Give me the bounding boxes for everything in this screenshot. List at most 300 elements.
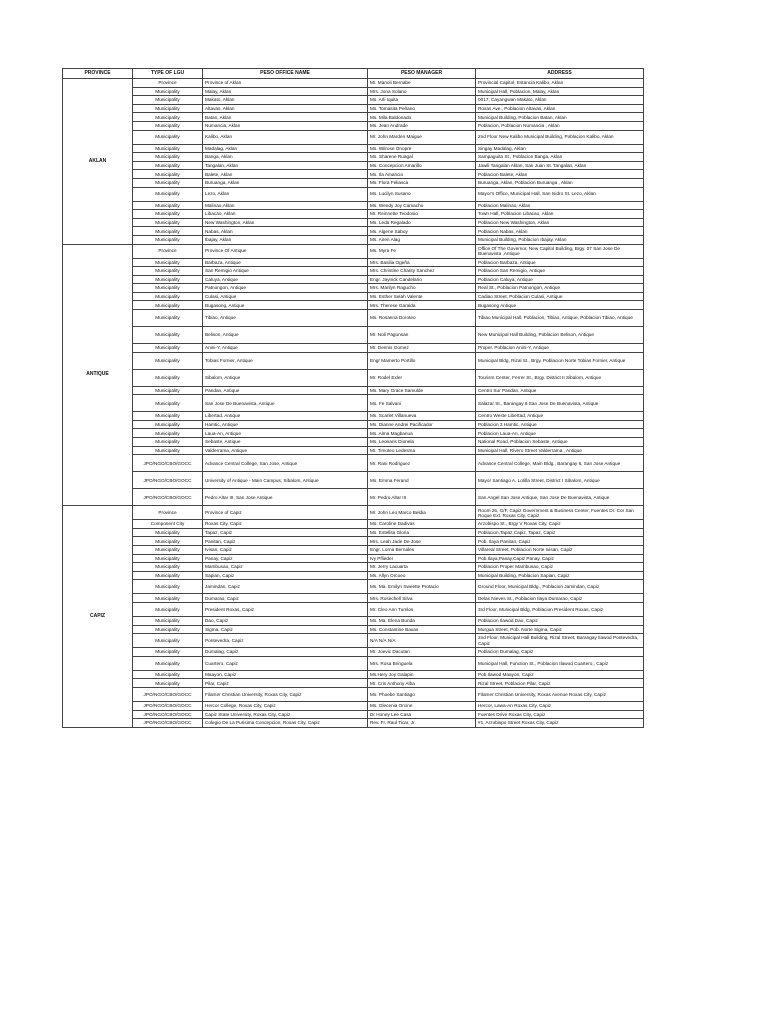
table-row	[63, 420, 644, 429]
address-cell: Poblacion Caluya, Antique	[476, 275, 644, 284]
manager-cell: Engr Mamerto Portillo	[368, 352, 476, 369]
lgu-type-cell: Municipality	[133, 344, 203, 353]
address-cell: National Road, Poblacion Sebaste, Antique	[476, 438, 644, 447]
lgu-type-cell: Province	[133, 506, 203, 520]
address-cell: Cadiao Street, Poblacion Culasi, Antique	[476, 292, 644, 301]
lgu-type-cell: Municipality	[133, 201, 203, 210]
manager-cell: Ms. Leonaris Dionela	[368, 438, 476, 447]
office-name-cell: Malay, Aklan	[203, 87, 368, 96]
office-name-cell: Sigma, Capiz	[203, 625, 368, 634]
lgu-type-cell: Municipality	[133, 121, 203, 130]
manager-cell: Ms. Jean Andrade	[368, 121, 476, 130]
lgu-type-cell: Municipality	[133, 235, 203, 244]
table-row	[63, 634, 644, 648]
address-cell: 2nd Floor, Municipal Hall Building, Rizal Street, Barangay Ilawod Pontevedra, Capiz	[476, 634, 644, 648]
lgu-type-cell: JPO/NGO/CBO/GOCC	[133, 710, 203, 719]
manager-cell: Ms. Allyn Orcoeo	[368, 571, 476, 580]
lgu-type-cell: Municipality	[133, 679, 203, 688]
header-address: ADDRESS	[476, 69, 644, 79]
lgu-type-cell: Municipality	[133, 310, 203, 327]
manager-cell: Engr. Jaynick Candelario	[368, 275, 476, 284]
table-row	[63, 472, 644, 489]
office-name-cell: Colegio De La Purisima Concepcion, Roxas City, Capiz	[203, 719, 368, 728]
table-row	[63, 210, 644, 219]
address-cell: Poblacion Balete, Aklan	[476, 170, 644, 179]
manager-cell: Mr. Pedro Altar III	[368, 489, 476, 506]
lgu-type-cell: Municipality	[133, 648, 203, 657]
address-cell: Advance Central College, Main Bldg., Barangay 6, San Jose Antique	[476, 455, 644, 472]
address-cell: Murgua Street, Pob. Norte Sigma, Capiz	[476, 625, 644, 634]
address-cell: Municipal Hall, Function St., Poblacion Ilawod Cuartero,, Capiz	[476, 656, 644, 670]
lgu-type-cell: Municipality	[133, 537, 203, 546]
lgu-type-cell: Province	[133, 244, 203, 258]
address-cell: Proper, Poblacion Anini-Y, Antique	[476, 344, 644, 353]
lgu-type-cell: Municipality	[133, 616, 203, 625]
lgu-type-cell: Municipality	[133, 187, 203, 201]
office-name-cell: Ibajay, Aklan	[203, 235, 368, 244]
lgu-type-cell: JPO/NGO/CBO/GOCC	[133, 719, 203, 728]
table-row	[63, 546, 644, 555]
table-row	[63, 104, 644, 113]
lgu-type-cell: Municipality	[133, 130, 203, 144]
lgu-type-cell: Municipality	[133, 301, 203, 310]
table-row	[63, 571, 644, 580]
table-row	[63, 395, 644, 412]
manager-cell: Ms. Airen Alag	[368, 235, 476, 244]
manager-cell: Ms. Tomasita Peñano	[368, 104, 476, 113]
table-body	[63, 79, 644, 728]
address-cell: Mayor Santiago A. Lotilla Street, District I Sibalom, Antique	[476, 472, 644, 489]
office-name-cell: Dumalag, Capiz	[203, 648, 368, 657]
office-name-cell: Capiz State University, Roxas City, Capiz	[203, 710, 368, 719]
table-row	[63, 701, 644, 710]
manager-cell: Ms. Mary Grace Samulde	[368, 386, 476, 395]
table-row	[63, 369, 644, 386]
office-name-cell: Barbaza, Antique	[203, 258, 368, 267]
table-row	[63, 563, 644, 572]
manager-cell: Ms. Algene Saboy	[368, 227, 476, 236]
office-name-cell: Roxas City, Capiz	[203, 520, 368, 529]
address-cell: Poblacion Laua-An, Antique	[476, 429, 644, 438]
manager-cell: Ms. Myra Fe	[368, 244, 476, 258]
manager-cell: Ms. Ila Amancio	[368, 170, 476, 179]
table-row	[63, 258, 644, 267]
address-cell: Municipal Hall, Poblacion, Malay, Aklan	[476, 87, 644, 96]
lgu-type-cell: Municipality	[133, 96, 203, 105]
address-cell: Poblacion New Washington, Aklan	[476, 218, 644, 227]
office-name-cell: Province Of Antique	[203, 244, 368, 258]
address-cell: 3rd Floor, Municipal Bldg, Poblacion President Roxas, Capiz	[476, 602, 644, 616]
office-name-cell: Buruanga, Aklan	[203, 178, 368, 187]
province-cell: AKLAN	[63, 79, 133, 245]
office-name-cell: Nabas, Aklan	[203, 227, 368, 236]
address-cell: Real St., Poblacion Patnongon, Antique	[476, 284, 644, 293]
manager-cell: Ms. Wendy Joy Camacho	[368, 201, 476, 210]
table-row	[63, 144, 644, 153]
lgu-type-cell: Municipality	[133, 113, 203, 122]
manager-cell: Ms. Dianne Andrei Pacificador	[368, 420, 476, 429]
lgu-type-cell: Municipality	[133, 87, 203, 96]
office-name-cell: New Washington, Aklan	[203, 218, 368, 227]
manager-cell: Mr. Dennis Gomez	[368, 344, 476, 353]
office-name-cell: Sebaste, Antique	[203, 438, 368, 447]
table-row	[63, 528, 644, 537]
table-row	[63, 429, 644, 438]
manager-cell: Mrs. Therese Garalda	[368, 301, 476, 310]
manager-cell: Mr. John Marden Maigue	[368, 130, 476, 144]
manager-cell: Mrs. Basilia Ogeña	[368, 258, 476, 267]
lgu-type-cell: Municipality	[133, 327, 203, 344]
address-cell: Delas Nieves St., Poblacion Ilaya Dumarao, Capiz	[476, 594, 644, 603]
table-row	[63, 710, 644, 719]
manager-cell: Ms. Glecenia Orcine	[368, 701, 476, 710]
office-name-cell: Banga, Aklan	[203, 153, 368, 162]
office-name-cell: Tangalan, Aklan	[203, 161, 368, 170]
address-cell: New Municipal Hall Building, Poblacion Belison, Antique	[476, 327, 644, 344]
office-name-cell: Pandan, Antique	[203, 386, 368, 395]
lgu-type-cell: Municipality	[133, 386, 203, 395]
address-cell: Poblacion Malinao, Aklan	[476, 201, 644, 210]
manager-cell: N/A N/A N/A	[368, 634, 476, 648]
office-name-cell: Panitan, Capiz	[203, 537, 368, 546]
lgu-type-cell: Municipality	[133, 546, 203, 555]
office-name-cell: Hercor College, Roxas City, Capiz	[203, 701, 368, 710]
lgu-type-cell: Municipality	[133, 369, 203, 386]
address-cell: Municipal Building, Poblacion Ibajay, Aklan	[476, 235, 644, 244]
lgu-type-cell: Municipality	[133, 594, 203, 603]
manager-cell: Ms. Alma Magbanua	[368, 429, 476, 438]
address-cell: Pob.Ilaya,Panay,Capiz Panay, Capiz	[476, 554, 644, 563]
office-name-cell: Belison, Antique	[203, 327, 368, 344]
lgu-type-cell: Municipality	[133, 161, 203, 170]
manager-cell: Ms. Mila Baldonado	[368, 113, 476, 122]
address-cell: #1, Arzobispo Street Roxas City, Capiz	[476, 719, 644, 728]
office-name-cell: Maayon, Capiz	[203, 670, 368, 679]
lgu-type-cell: Municipality	[133, 446, 203, 455]
address-cell: San Angel San Jose Antique, San Jose De Buenavista, Antique	[476, 489, 644, 506]
address-cell: Tourism Center, Ferrer St., Brgy. District II Sibalom, Antique	[476, 369, 644, 386]
address-cell: Mayor's Office, Municipal Hall, San Isidro St. Lezo, Aklan	[476, 187, 644, 201]
manager-cell: Mr. Joevic Dacutan	[368, 648, 476, 657]
office-name-cell: Laua-An, Antique	[203, 429, 368, 438]
manager-cell: Mrs. Rosa Bringuela	[368, 656, 476, 670]
lgu-type-cell: Municipality	[133, 153, 203, 162]
lgu-type-cell: Municipality	[133, 634, 203, 648]
office-name-cell: Sapian, Capiz	[203, 571, 368, 580]
lgu-type-cell: Municipality	[133, 554, 203, 563]
address-cell: Centro Sur Pandan, Antique	[476, 386, 644, 395]
address-cell: Singay Madalag, Aklan	[476, 144, 644, 153]
table-row	[63, 455, 644, 472]
lgu-type-cell: JPO/NGO/CBO/GOCC	[133, 472, 203, 489]
office-name-cell: Altavas, Aklan	[203, 104, 368, 113]
address-cell: Arzobispo St., Brgy V Roxas City, Capiz	[476, 520, 644, 529]
table-row	[63, 284, 644, 293]
table-row	[63, 79, 644, 88]
office-name-cell: Valderrama, Antique	[203, 446, 368, 455]
office-name-cell: Bugasong, Antique	[203, 301, 368, 310]
manager-cell: Mrs. Rosechell Silva	[368, 594, 476, 603]
table-row	[63, 679, 644, 688]
manager-cell: Ms. Concepcion Amarillo	[368, 161, 476, 170]
manager-cell: Mr. Manoli Bernabe	[368, 79, 476, 88]
office-name-cell: Cuartero, Capiz	[203, 656, 368, 670]
lgu-type-cell: Municipality	[133, 625, 203, 634]
address-cell: Pob.Ilawod Maayon, Capiz	[476, 670, 644, 679]
table-row	[63, 446, 644, 455]
table-row	[63, 153, 644, 162]
manager-cell: Ms. Fe Salvani	[368, 395, 476, 412]
office-name-cell: Numancia, Aklan	[203, 121, 368, 130]
table-row	[63, 170, 644, 179]
table-row	[63, 327, 644, 344]
manager-cell: Ms. Esther Selah Valente	[368, 292, 476, 301]
manager-cell: Ms.Hery Joy Galapin	[368, 670, 476, 679]
address-cell: Centro Weste Libertad, Antique	[476, 412, 644, 421]
lgu-type-cell: Municipality	[133, 429, 203, 438]
office-name-cell: Caluya, Antique	[203, 275, 368, 284]
address-cell: Hercor, Lawa-An Roxas City, Capiz	[476, 701, 644, 710]
manager-cell: Ms. Scarlet Villanueva	[368, 412, 476, 421]
office-name-cell: Kalibo, Aklan	[203, 130, 368, 144]
address-cell: Roxas Ave., Poblacion Altavas, Aklan	[476, 104, 644, 113]
table-row	[63, 235, 644, 244]
office-name-cell: President Roxas, Capiz	[203, 602, 368, 616]
address-cell: Rizal Street, Poblacion Pilar, Capiz	[476, 679, 644, 688]
table-row	[63, 594, 644, 603]
manager-cell: Dr Honey Lee Casa	[368, 710, 476, 719]
lgu-type-cell: Province	[133, 79, 203, 88]
table-row	[63, 292, 644, 301]
address-cell: 2nd Floor New Kalibo Municipal Building, Poblacion Kalibo, Aklan	[476, 130, 644, 144]
lgu-type-cell: Municipality	[133, 284, 203, 293]
office-name-cell: Tapaz, Capiz	[203, 528, 368, 537]
office-name-cell: Sibalom, Antique	[203, 369, 368, 386]
lgu-type-cell: Municipality	[133, 571, 203, 580]
address-cell: Filamer Christian University, Roxas Avenue Roxas City, Capiz	[476, 687, 644, 701]
lgu-type-cell: JPO/NGO/CBO/GOCC	[133, 455, 203, 472]
office-name-cell: Filamer Christian University, Roxas City, Capiz	[203, 687, 368, 701]
lgu-type-cell: Municipality	[133, 395, 203, 412]
office-name-cell: Anini-Y, Antique	[203, 344, 368, 353]
header-row	[63, 69, 644, 79]
lgu-type-cell: Municipality	[133, 602, 203, 616]
address-cell: Municipal Building, Poblacion Batan, Aklan	[476, 113, 644, 122]
address-cell: Municipal Hall, Rivero Street Valderrama , Antique	[476, 446, 644, 455]
office-name-cell: Malinao,Aklan	[203, 201, 368, 210]
manager-cell: Ms. Arli Iquita	[368, 96, 476, 105]
office-name-cell: Patnongon, Antique	[203, 284, 368, 293]
lgu-type-cell: Municipality	[133, 258, 203, 267]
table-row	[63, 602, 644, 616]
address-cell: Room 26, G/F, Capiz Government & Business Center, Fuentes Dr. Cor San Roque Ext. Roxas City, Capiz	[476, 506, 644, 520]
table-row	[63, 161, 644, 170]
table-row	[63, 386, 644, 395]
table-row	[63, 687, 644, 701]
lgu-type-cell: Municipality	[133, 352, 203, 369]
table-row	[63, 344, 644, 353]
table-row	[63, 616, 644, 625]
lgu-type-cell: JPO/NGO/CBO/GOCC	[133, 687, 203, 701]
office-name-cell: Makato, Aklan	[203, 96, 368, 105]
table-row	[63, 625, 644, 634]
address-cell: Pob. Ilaya Panitan, Capiz	[476, 537, 644, 546]
office-name-cell: Balete, Aklan	[203, 170, 368, 179]
office-name-cell: Mambusao, Capiz	[203, 563, 368, 572]
header-province: PROVINCE	[63, 69, 133, 79]
table-row	[63, 130, 644, 144]
manager-cell: Ms. Sharene Ruagal	[368, 153, 476, 162]
table-row	[63, 201, 644, 210]
manager-cell: Ms. Caroline Dadivas	[368, 520, 476, 529]
manager-cell: Mr. Reinnette Teodosio	[368, 210, 476, 219]
office-name-cell: Culasi, Antique	[203, 292, 368, 301]
address-cell: Town Hall, Poblacion Libacao, Aklan	[476, 210, 644, 219]
address-cell: Ground Floor, Municipal Bldg., Poblacion Jamindan, Capiz	[476, 580, 644, 594]
office-name-cell: Pontevedra, Capiz	[203, 634, 368, 648]
table-row	[63, 580, 644, 594]
manager-cell: Ms. Constantine Baxas	[368, 625, 476, 634]
table-row	[63, 267, 644, 276]
lgu-type-cell: JPO/NGO/CBO/GOCC	[133, 701, 203, 710]
office-name-cell: Tibiao, Antique	[203, 310, 368, 327]
manager-cell: Ms. Rosanna Doroteo	[368, 310, 476, 327]
manager-cell: Mr. John Leo Marco Beldia	[368, 506, 476, 520]
lgu-type-cell: Municipality	[133, 210, 203, 219]
office-name-cell: Tobias Fornier, Antique	[203, 352, 368, 369]
lgu-type-cell: Municipality	[133, 267, 203, 276]
address-cell: Sampaguita St., Poblacion Banga, Aklan	[476, 153, 644, 162]
manager-cell: Mr. Cleo Ann Tumlos	[368, 602, 476, 616]
table-row	[63, 218, 644, 227]
table-row	[63, 178, 644, 187]
table-row	[63, 719, 644, 728]
office-name-cell: Dumarao, Capiz	[203, 594, 368, 603]
manager-cell: Ms. Estellita Gloria	[368, 528, 476, 537]
manager-cell: Mr. Cris Anthony Alba	[368, 679, 476, 688]
manager-cell: Engr. Lorna Bernales	[368, 546, 476, 555]
manager-cell: Mrs. Jona Solano	[368, 87, 476, 96]
manager-cell: Ms. Flora Feliasca	[368, 178, 476, 187]
manager-cell: Ms. Ma. Emilyn Sweette Protacio	[368, 580, 476, 594]
lgu-type-cell: Municipality	[133, 580, 203, 594]
office-name-cell: Pilar, Capiz	[203, 679, 368, 688]
lgu-type-cell: Municipality	[133, 656, 203, 670]
table-row	[63, 412, 644, 421]
office-name-cell: Jamindan, Capiz	[203, 580, 368, 594]
manager-cell: Ms. Wilrose Onopre	[368, 144, 476, 153]
office-name-cell: San Jose De Buenavista, Antique	[203, 395, 368, 412]
office-name-cell: Panay, Capiz	[203, 554, 368, 563]
address-cell: Salazar St., Barangay 6 San Jose De Buenavista, Antique	[476, 395, 644, 412]
table-row	[63, 537, 644, 546]
lgu-type-cell: Municipality	[133, 227, 203, 236]
address-cell: Fuentes Drive Roxas City, Capiz	[476, 710, 644, 719]
lgu-type-cell: Municipality	[133, 412, 203, 421]
address-cell: Municipal Bldg, Rizal St., Brgy. Poblacion Norte Tobias Fornier, Antique	[476, 352, 644, 369]
header-peso-manager: PESO MANAGER	[368, 69, 476, 79]
manager-cell: Ms. Lucilyn Susano	[368, 187, 476, 201]
address-cell: Poblacion 3 Hamtic, Antique	[476, 420, 644, 429]
lgu-type-cell: JPO/NGO/CBO/GOCC	[133, 489, 203, 506]
office-name-cell: Lezo, Aklan	[203, 187, 368, 201]
office-name-cell: Batan, Aklan	[203, 113, 368, 122]
manager-cell: Mr. Rodel Exler	[368, 369, 476, 386]
manager-cell: Ms. Leda Regalado	[368, 218, 476, 227]
table-row	[63, 187, 644, 201]
table-row	[63, 301, 644, 310]
address-cell: Poblacion Ilawod Dao, Capiz	[476, 616, 644, 625]
manager-cell: Ms. Emma Ferand	[368, 472, 476, 489]
address-cell: Poblacion Barbaza, Antique	[476, 258, 644, 267]
table-row	[63, 506, 644, 520]
office-name-cell: Advance Central College, San Jose, Antique	[203, 455, 368, 472]
lgu-type-cell: Component City	[133, 520, 203, 529]
manager-cell: Mr. Rani Rodriguez	[368, 455, 476, 472]
table-row	[63, 227, 644, 236]
table-row	[63, 244, 644, 258]
manager-cell: Mr. Timoteo Ledesma	[368, 446, 476, 455]
lgu-type-cell: Municipality	[133, 178, 203, 187]
table-row	[63, 121, 644, 130]
table-row	[63, 96, 644, 105]
address-cell: Poblacion Nabas, Aklan	[476, 227, 644, 236]
address-cell: Poblacion Dumalag, Capiz	[476, 648, 644, 657]
table-row	[63, 310, 644, 327]
lgu-type-cell: Municipality	[133, 144, 203, 153]
peso-directory-table	[62, 68, 644, 728]
address-cell: Jawili Tangalan Aklan, San Juan St. Tangalan, Aklan	[476, 161, 644, 170]
office-name-cell: Madalag, Aklan	[203, 144, 368, 153]
manager-cell: Mrs. Christine Charity Sanchez	[368, 267, 476, 276]
lgu-type-cell: Municipality	[133, 420, 203, 429]
office-name-cell: Libacao, Aklan	[203, 210, 368, 219]
address-cell: Poblacion Proper Mambusao, Capiz	[476, 563, 644, 572]
table-row	[63, 489, 644, 506]
table-row	[63, 113, 644, 122]
table-row	[63, 670, 644, 679]
office-name-cell: Libertad, Antique	[203, 412, 368, 421]
address-cell: Poblacion,Tapaz,Capiz, Tapaz, Capiz	[476, 528, 644, 537]
address-cell: Poblacion, Poblacion Numancia , Aklan	[476, 121, 644, 130]
lgu-type-cell: Municipality	[133, 528, 203, 537]
address-cell: Buruanga, Aklan, Poblacion Buruanga , Aklan	[476, 178, 644, 187]
lgu-type-cell: Municipality	[133, 170, 203, 179]
address-cell: Poblacion San Remigio, Antique	[476, 267, 644, 276]
header-peso-office-name: PESO OFFICE NAME	[203, 69, 368, 79]
header-type-of-lgu: TYPE OF LGU	[133, 69, 203, 79]
manager-cell: Mr. Jerry Lacuarta	[368, 563, 476, 572]
manager-cell: Mr. Noli Pagunsan	[368, 327, 476, 344]
lgu-type-cell: Municipality	[133, 218, 203, 227]
office-name-cell: Ivisan, Capiz	[203, 546, 368, 555]
address-cell: Municipal Building, Poblacion Sapian, Capiz	[476, 571, 644, 580]
office-name-cell: Province of Capiz	[203, 506, 368, 520]
table-row	[63, 656, 644, 670]
address-cell: Bugasong Antique	[476, 301, 644, 310]
address-cell: Provincial Capitol, Estancia Kalibo, Aklan	[476, 79, 644, 88]
table-row	[63, 438, 644, 447]
lgu-type-cell: Municipality	[133, 292, 203, 301]
lgu-type-cell: Municipality	[133, 563, 203, 572]
lgu-type-cell: Municipality	[133, 104, 203, 113]
office-name-cell: Province of Aklan	[203, 79, 368, 88]
table-row	[63, 520, 644, 529]
province-cell: ANTIQUE	[63, 244, 133, 506]
table-row	[63, 275, 644, 284]
manager-cell: Ms. Phoebe Santiago	[368, 687, 476, 701]
manager-cell: Ms. Ma. Elena Bunda	[368, 616, 476, 625]
